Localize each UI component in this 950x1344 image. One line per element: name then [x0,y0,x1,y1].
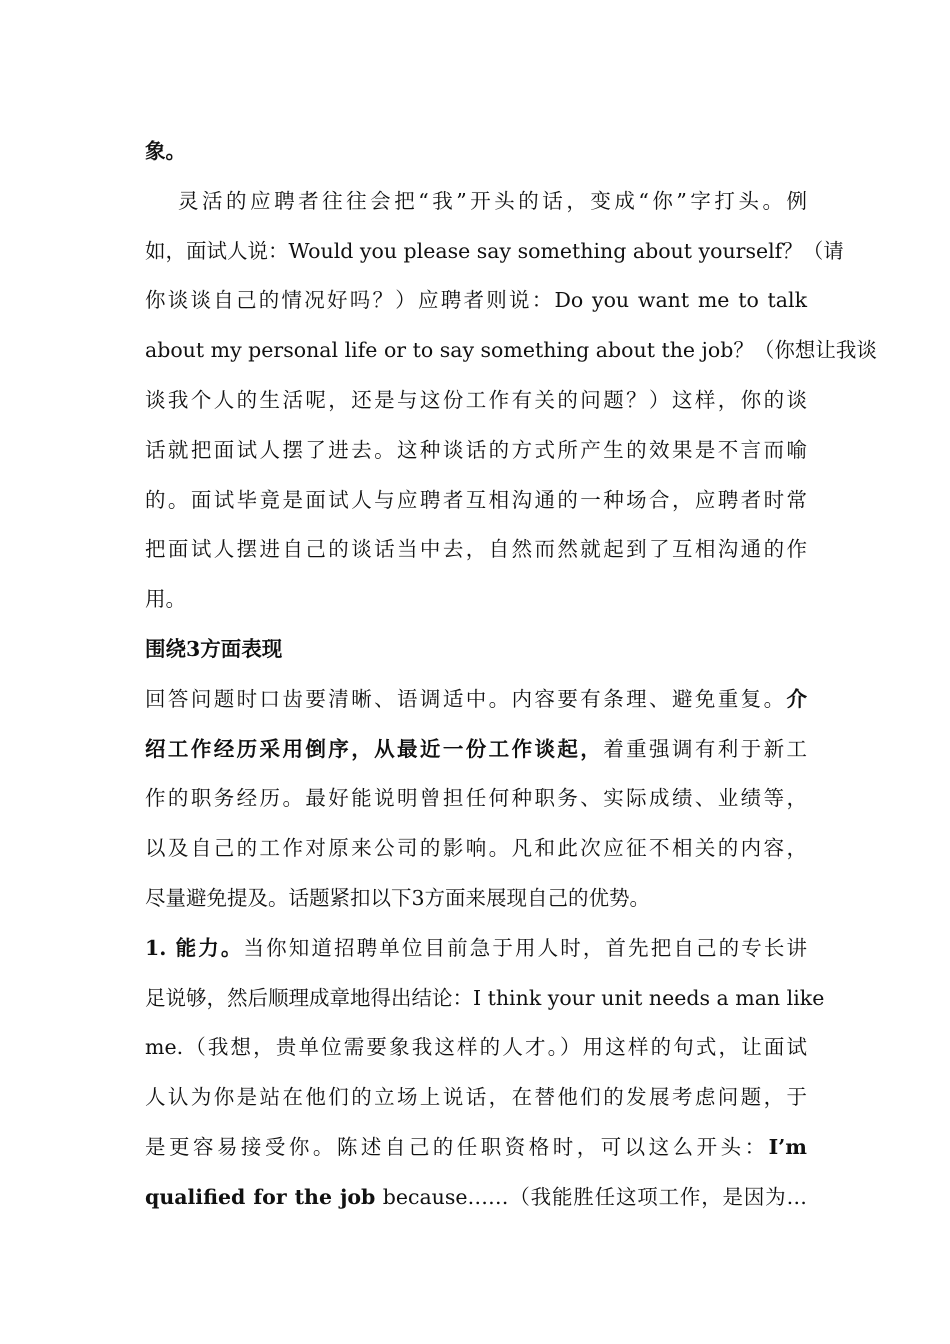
text-line: 以及自己的工作对原来公司的影响。凡和此次应征不相关的内容， [145,836,807,861]
paragraph-line [145,575,807,625]
paragraph-continuation [145,127,807,177]
paragraph-line [145,276,807,326]
paragraph-line [145,824,807,874]
text-line: 象。 [145,139,186,163]
paragraph-line [145,426,807,476]
paragraph-line [145,1073,807,1123]
paragraph-line [145,177,807,227]
paragraph-line [145,774,807,824]
bold-text: 介 [786,686,807,711]
text-line: because……（我能胜任这项工作，是因为… [375,1184,807,1209]
bold-text: 1. 能力。 [145,935,244,960]
text-line: 把面试人摆进自己的谈话当中去，自然而然就起到了互相沟通的作 [145,537,807,562]
paragraph-line [145,725,807,775]
text-line: 当你知道招聘单位目前急于用人时，首先把自己的专长讲 [243,935,807,960]
text-line: 的。面试毕竟是面试人与应聘者互相沟通的一种场合，应聘者时常 [145,487,807,512]
text-line: 是更容易接受你。陈述自己的任职资格时，可以这么开头： [145,1134,769,1159]
paragraph-line [145,974,825,1024]
paragraph-line [145,874,807,924]
text-line: 回答问题时口齿要清晰、语调适中。内容要有条理、避免重复。 [145,686,787,711]
paragraph-line [145,525,807,575]
text-line: 灵活的应聘者往往会把“我”开头的话，变成“你”字打头。例 [178,188,807,213]
paragraph-line [145,1023,807,1073]
text-line: about my personal life or to say something about the job？（你想让我谈 [145,338,877,363]
paragraph-line [145,376,807,426]
heading-text: 围绕3方面表现 [145,636,283,661]
paragraph-line [145,924,807,974]
text-line: 着重强调有利于新工 [603,736,808,761]
text-line: 谈我个人的生活呢，还是与这份工作有关的问题？）这样，你的谈 [145,387,807,412]
bold-text: qualified for the job [145,1184,376,1209]
section-heading [145,625,807,675]
text-line: 人认为你是站在他们的立场上说话，在替他们的发展考虑问题，于 [145,1085,807,1110]
paragraph-line [145,326,877,376]
text-line: 足说够，然后顺理成章地得出结论：I think your unit needs a man like [145,985,825,1010]
text-line: 作的职务经历。最好能说明曾担任何种职务、实际成绩、业绩等， [145,786,807,811]
paragraph-line [145,1123,807,1173]
bold-text: 绍工作经历采用倒序，从最近一份工作谈起， [145,736,604,761]
text-line: 尽量避免提及。话题紧扣以下3方面来展现自己的优势。 [145,885,651,910]
paragraph-line [145,1173,807,1223]
paragraph-line [145,227,844,277]
paragraph-line [145,476,807,526]
paragraph-line [145,675,807,725]
text-line: me.（我想，贵单位需要象我这样的人才。）用这样的句式，让面试 [145,1035,807,1060]
bold-text: I’m [768,1134,807,1159]
text-line: 你谈谈自己的情况好吗？）应聘者则说：Do you want me to talk [145,288,807,313]
text-line: 话就把面试人摆了进去。这种谈话的方式所产生的效果是不言而喻 [145,437,807,462]
text-line: 用。 [145,587,186,612]
text-line: 如，面试人说：Would you please say something about yourself？（请 [145,238,844,263]
document-page [145,127,877,1223]
